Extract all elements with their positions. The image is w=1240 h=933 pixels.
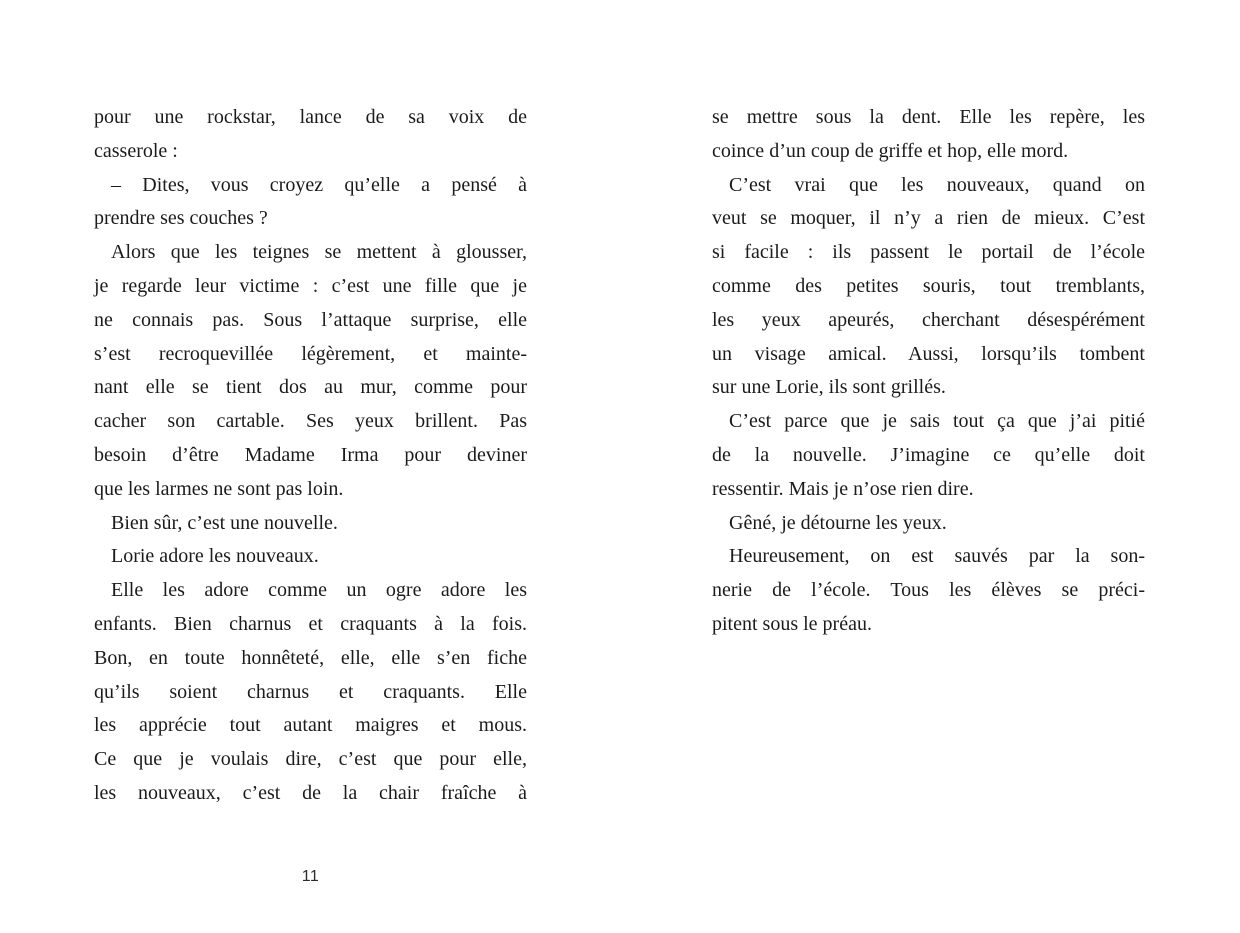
text-line: s’est recroquevillée légèrement, et mainte-: [94, 342, 527, 365]
text-line: ressentir. Mais je n’ose rien dire.: [712, 477, 974, 500]
text-line: pitent sous le préau.: [712, 612, 872, 635]
text-line: – Dites, vous croyez qu’elle a pensé à: [111, 173, 527, 196]
text-line: les yeux apeurés, cherchant désespérément: [712, 308, 1145, 331]
text-line: C’est vrai que les nouveaux, quand on: [729, 173, 1145, 196]
text-line: besoin d’être Madame Irma pour deviner: [94, 443, 527, 466]
text-line: Gêné, je détourne les yeux.: [729, 511, 947, 534]
text-line: nerie de l’école. Tous les élèves se préci-: [712, 579, 1145, 602]
text-line: nant elle se tient dos au mur, comme pour: [94, 376, 527, 399]
text-line: veut se moquer, il n’y a rien de mieux. C’est: [712, 207, 1145, 230]
text-line: je regarde leur victime : c’est une fille que je: [94, 274, 527, 297]
text-line: prendre ses couches ?: [94, 207, 268, 230]
text-line: casserole :: [94, 139, 178, 162]
text-line: se mettre sous la dent. Elle les repère, les: [712, 106, 1145, 128]
text-line: Elle les adore comme un ogre adore les: [111, 579, 527, 602]
text-line: sur une Lorie, ils sont grillés.: [712, 376, 946, 399]
text-line: enfants. Bien charnus et craquants à la fois.: [94, 612, 527, 635]
text-line: Bien sûr, c’est une nouvelle.: [111, 511, 338, 534]
text-line: Alors que les teignes se mettent à glousser,: [111, 241, 527, 264]
text-line: pour une rockstar, lance de sa voix de: [94, 106, 527, 128]
text-line: qu’ils soient charnus et craquants. Elle: [94, 680, 527, 703]
text-line: Bon, en toute honnêteté, elle, elle s’en fiche: [94, 646, 527, 669]
text-line: ne connais pas. Sous l’attaque surprise, elle: [94, 308, 527, 331]
page-number: 11: [301, 868, 320, 885]
left-page-text: [94, 101, 527, 811]
text-line: comme des petites souris, tout tremblants,: [712, 274, 1145, 297]
text-line: coince d’un coup de griffe et hop, elle mord.: [712, 139, 1069, 162]
text-line: de la nouvelle. J’imagine ce qu’elle doit: [712, 443, 1145, 466]
text-line: cacher son cartable. Ses yeux brillent. Pas: [94, 410, 527, 433]
text-line: les nouveaux, c’est de la chair fraîche à: [94, 781, 527, 804]
right-page-text: [712, 101, 1145, 642]
text-line: les apprécie tout autant maigres et mous.: [94, 714, 527, 737]
text-line: un visage amical. Aussi, lorsqu’ils tombent: [712, 342, 1145, 365]
text-line: C’est parce que je sais tout ça que j’ai pitié: [729, 410, 1145, 433]
text-line: Lorie adore les nouveaux.: [111, 545, 319, 568]
text-line: que les larmes ne sont pas loin.: [94, 477, 344, 500]
text-line: Ce que je voulais dire, c’est que pour elle,: [94, 748, 527, 771]
text-line: si facile : ils passent le portail de l’école: [712, 241, 1145, 264]
text-line: Heureusement, on est sauvés par la son-: [729, 545, 1145, 568]
